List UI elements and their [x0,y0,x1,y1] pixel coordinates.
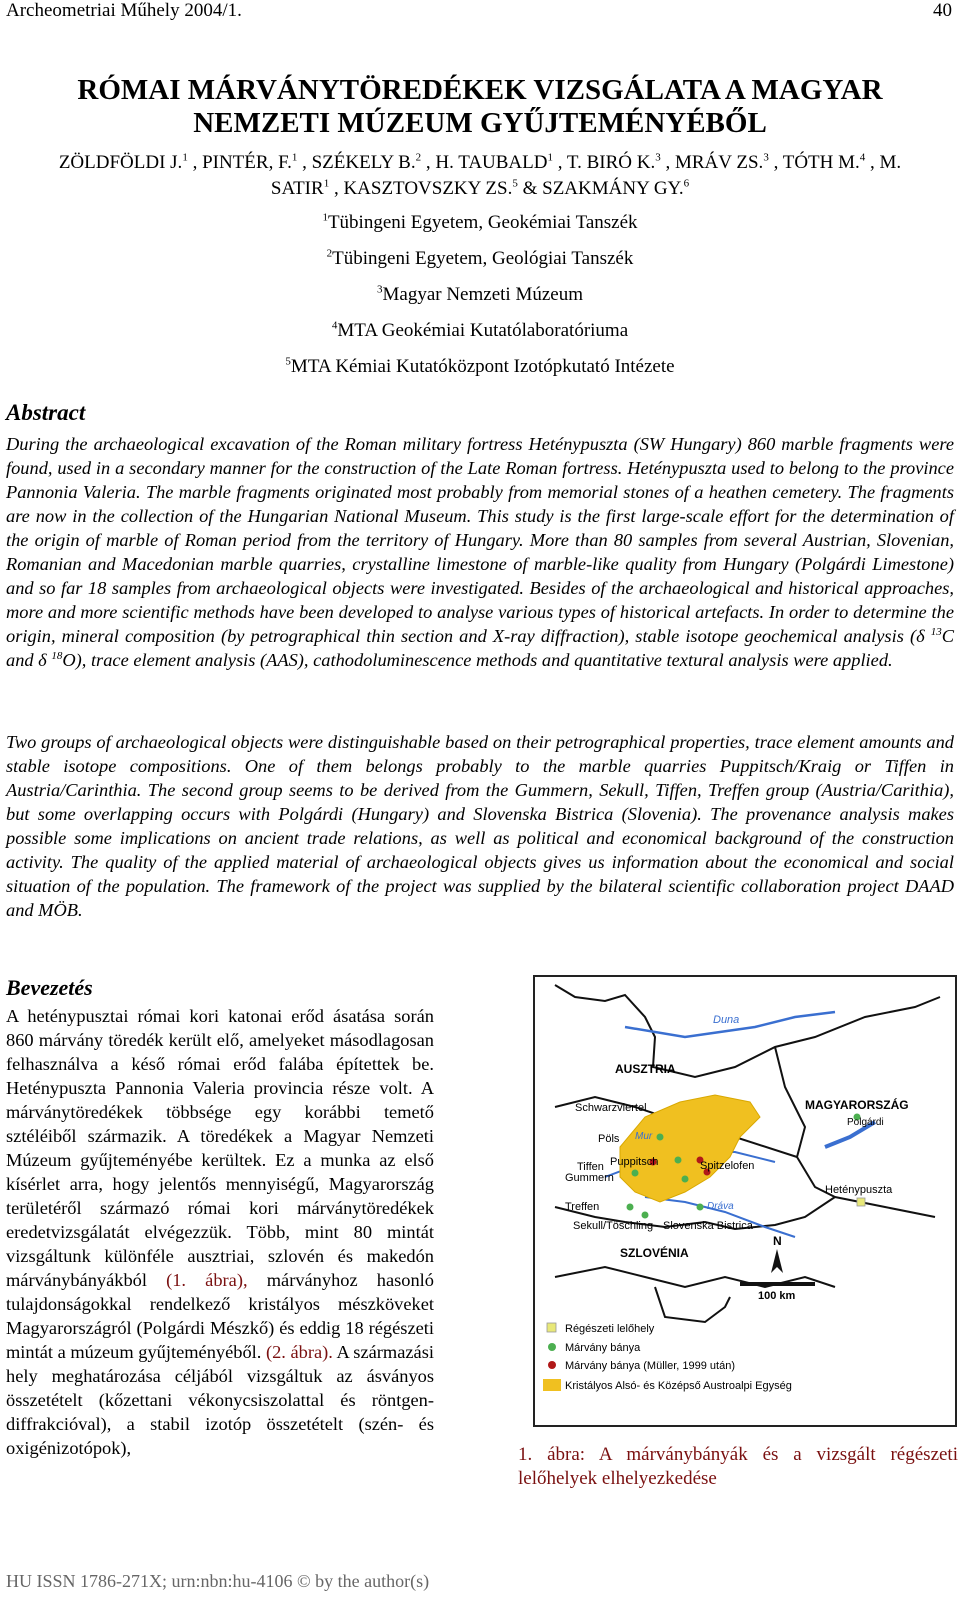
map-svg [535,977,955,1425]
author: , H. TAUBALD [425,152,548,173]
legend-swatch [548,1361,556,1369]
map-label: Mur [635,1131,653,1142]
author-affil: 1 [182,151,188,164]
affil-text: Tübingeni Egyetem, Geológiai Tanszék [332,248,634,269]
isotope-sup: 18 [51,649,63,662]
author-affil: 1 [547,151,553,164]
author-list [0,150,960,202]
map-label: Polgárdi [847,1117,884,1128]
author: , MRÁV ZS. [665,152,764,173]
affil-number: 5 [285,355,291,368]
affil-number: 4 [331,319,338,332]
affiliation [0,212,960,234]
author: & SZAKMÁNY GY. [522,178,684,199]
north-label: N [773,1234,782,1248]
country-border [655,1287,730,1322]
affil-number: 3 [377,283,383,296]
map-label: Gummern [565,1172,614,1184]
abstract-text: C and δ [6,626,954,670]
quarry-marker [675,1157,682,1164]
quarry-marker [642,1212,649,1219]
author-affil: 3 [763,151,769,164]
figure-caption: 1. ábra: A márványbányák és a vizsgált régészeti lelőhelyek elhelyezkedése [518,1444,958,1489]
map-figure [533,975,957,1427]
author: ZÖLDFÖLDI J. [58,152,183,173]
affil-text: Magyar Nemzeti Múzeum [382,284,583,305]
map-label: Pöls [598,1133,620,1145]
affiliation [0,248,960,270]
title-line: RÓMAI MÁRVÁNYTÖREDÉKEK VIZSGÁLATA A MAGYAR [77,74,883,106]
author: , TÓTH M. [773,152,860,173]
isotope-sup: 13 [930,625,942,638]
author: SATIR [270,178,324,199]
page-footer: HU ISSN 1786-271X; urn:nbn:hu-4106 © by the author(s) [6,1571,430,1591]
author-affil: 6 [683,177,690,190]
intro-paragraph [6,1004,434,1460]
legend-swatch [547,1323,556,1332]
abstract-text: Two groups of archaeological objects were distinguishable based on their petrographical properties, trace element amounts and stable isotope compositions. One of them belongs probably to the marble quarries Puppitsch/Kraig or Tiffen in Austria/Carinthia. The second group seems to be derived from the Gummern, Sekull, Tiffen, Treffen group (Austria/Carithia), but some overlapping occurs with Polgárdi (Hungary) and Slovenska Bistrica (Slovenia). The provenance analysis makes possible some implications on ancient trade relations, as well as political and economical background of the construction activity. The quality of the applied material of archaeological objects gives us information about the economical and social situation of the population. The framework of the project was supplied by the bilateral scientific collaboration project DAAD and MÖB. [6,732,954,920]
intro-text: A származási hely meghatározása céljából vizsgáltuk az ásványos összetételt (kőzettani vékonycsiszolattal és röntgen-diffrakcióval), a stabil izotóp összetételt (szén- és oxigénizotópok), [6,1342,434,1458]
quarry-marker [657,1134,664,1141]
paper-title [0,74,960,140]
author: , M. [870,152,902,173]
north-arrow-icon [771,1249,783,1273]
quarry-marker [697,1204,704,1211]
affil-text: MTA Kémiai Kutatóközpont Izotópkutató Intézete [290,356,675,377]
site-marker [857,1198,865,1206]
abstract-paragraph-2 [6,730,954,922]
affiliation [0,320,960,342]
map-label: Slovenska Bistrica [663,1220,753,1232]
map-label: Dráva [707,1201,734,1212]
abstract-paragraph-1 [6,432,954,672]
abstract-text: O), trace element analysis (AAS), cathodoluminescence methods and quantitative textural analysis were applied. [62,650,893,670]
author-line-1 [0,150,960,176]
journal-header: Archeometriai Műhely 2004/1. [6,0,242,21]
intro-text: márványhoz hasonló tulajdonságokkal rendelkező kristályos mészköveket Magyarországról (Polgárdi Mészkő) és eddig 18 régészeti mintát a múzeum gyűjteményéből. [6,1270,434,1362]
quarry-marker [627,1204,634,1211]
map-label: Sekull/Töschling [573,1220,654,1232]
intro-text: A heténypusztai római kori katonai erőd ásatása során 860 márvány töredék került elő, amelyeket másodlagosan felhasználva a késő római erőd falába építettek be. Heténypuszta Pannonia Valeria provincia része volt. A márványtöredékek többsége egy korábbi temető sztéléiből származik. A töredékek a Magyar Nemzeti Múzeum gyűjteményébe kerültek. Ez a munka az első kísérlet arra, hogy jelentős mennyiségű, Magyarország területéről származó római kori márványtöredékek eredetvizsgálatát elvégezzük. Több, mint 80 mintát vizsgáltunk különféle ausztriai, szlovén és makedón márványbányákból [6,1006,434,1290]
scale-label: 100 km [758,1290,796,1302]
map-label: AUSZTRIA [615,1062,676,1076]
legend-label: Márvány bánya [565,1342,641,1354]
legend-label: Régészeti lelőhely [565,1323,655,1335]
map-label: MAGYARORSZÁG [805,1098,909,1112]
intro-heading: Bevezetés [6,975,93,1000]
legend-swatch [543,1379,561,1391]
author-affil: 2 [415,151,422,164]
abstract-text: During the archaeological excavation of the Roman military fortress Heténypuszta (SW Hungary) 860 marble fragments were found, used in a secondary manner for the construction of the Late Roman fortress. Heténypuszta used to belong to the province Pannonia Valeria. The marble fragments originated most probably from memorial stones of a heathen cemetery. The fragments are now in the collection of the Hungarian National Museum. This study is the first large-scale effort for the determination of the origin of marble of Roman period from the territory of Hungary. More than 80 samples from several Austrian, Slovenian, Romanian and Macedonian marble quarries, crystalline limestone of marble-like quality from Hungary (Polgárdi Limestone) and so far 18 samples from archaeological objects were investigated. Besides of the archaeological and historical approaches, more and more scientific methods have been developed to analyse various types of historical artefacts. In order to determine the origin, mineral composition (by petrographical thin section and X-ray diffraction), stable isotope geochemical analysis (δ [6,434,954,646]
map-label: Duna [713,1014,740,1026]
author-line-2 [0,176,960,202]
map-label: Treffen [565,1201,600,1213]
map-label: Heténypuszta [825,1184,893,1196]
quarry-marker [682,1176,689,1183]
affil-number: 2 [326,247,333,260]
country-border [555,985,940,1077]
scale-bar [740,1282,815,1286]
map-label: Tiffen [577,1161,604,1173]
author-affil: 5 [512,177,518,190]
title-line: NEMZETI MÚZEUM GYŰJTEMÉNYÉBŐL [193,107,767,139]
figure-ref-link[interactable]: (1. ábra), [166,1270,248,1290]
author-affil: 1 [291,151,298,164]
author: , PINTÉR, F. [192,152,292,173]
quarry-marker [632,1170,639,1177]
author-affil: 4 [859,151,866,164]
author-affil: 3 [655,151,661,164]
map-label: Schwarzviertel [575,1102,647,1114]
map-label: Spitzelofen [700,1160,755,1172]
figure-ref-link[interactable]: (2. ábra). [265,1342,333,1362]
legend-label: Márvány bánya (Müller, 1999 után) [565,1360,735,1372]
author: , KASZTOVSZKY ZS. [333,178,513,199]
affiliation [0,284,960,306]
author: , SZÉKELY B. [302,152,416,173]
abstract-heading: Abstract [6,400,86,425]
affil-text: MTA Geokémiai Kutatólaboratóriuma [337,320,629,341]
author-affil: 1 [323,177,330,190]
affiliation [0,356,960,378]
legend-swatch [548,1343,556,1351]
affil-text: Tübingeni Egyetem, Geokémiai Tanszék [327,212,638,233]
page-number: 40 [933,0,952,21]
map-label: Puppitsch [610,1156,659,1168]
author: , T. BIRÓ K. [557,152,656,173]
map-label: SZLOVÉNIA [620,1246,689,1260]
legend-label: Kristályos Alsó- és Középső Austroalpi Egység [565,1380,792,1392]
affil-number: 1 [322,211,328,224]
